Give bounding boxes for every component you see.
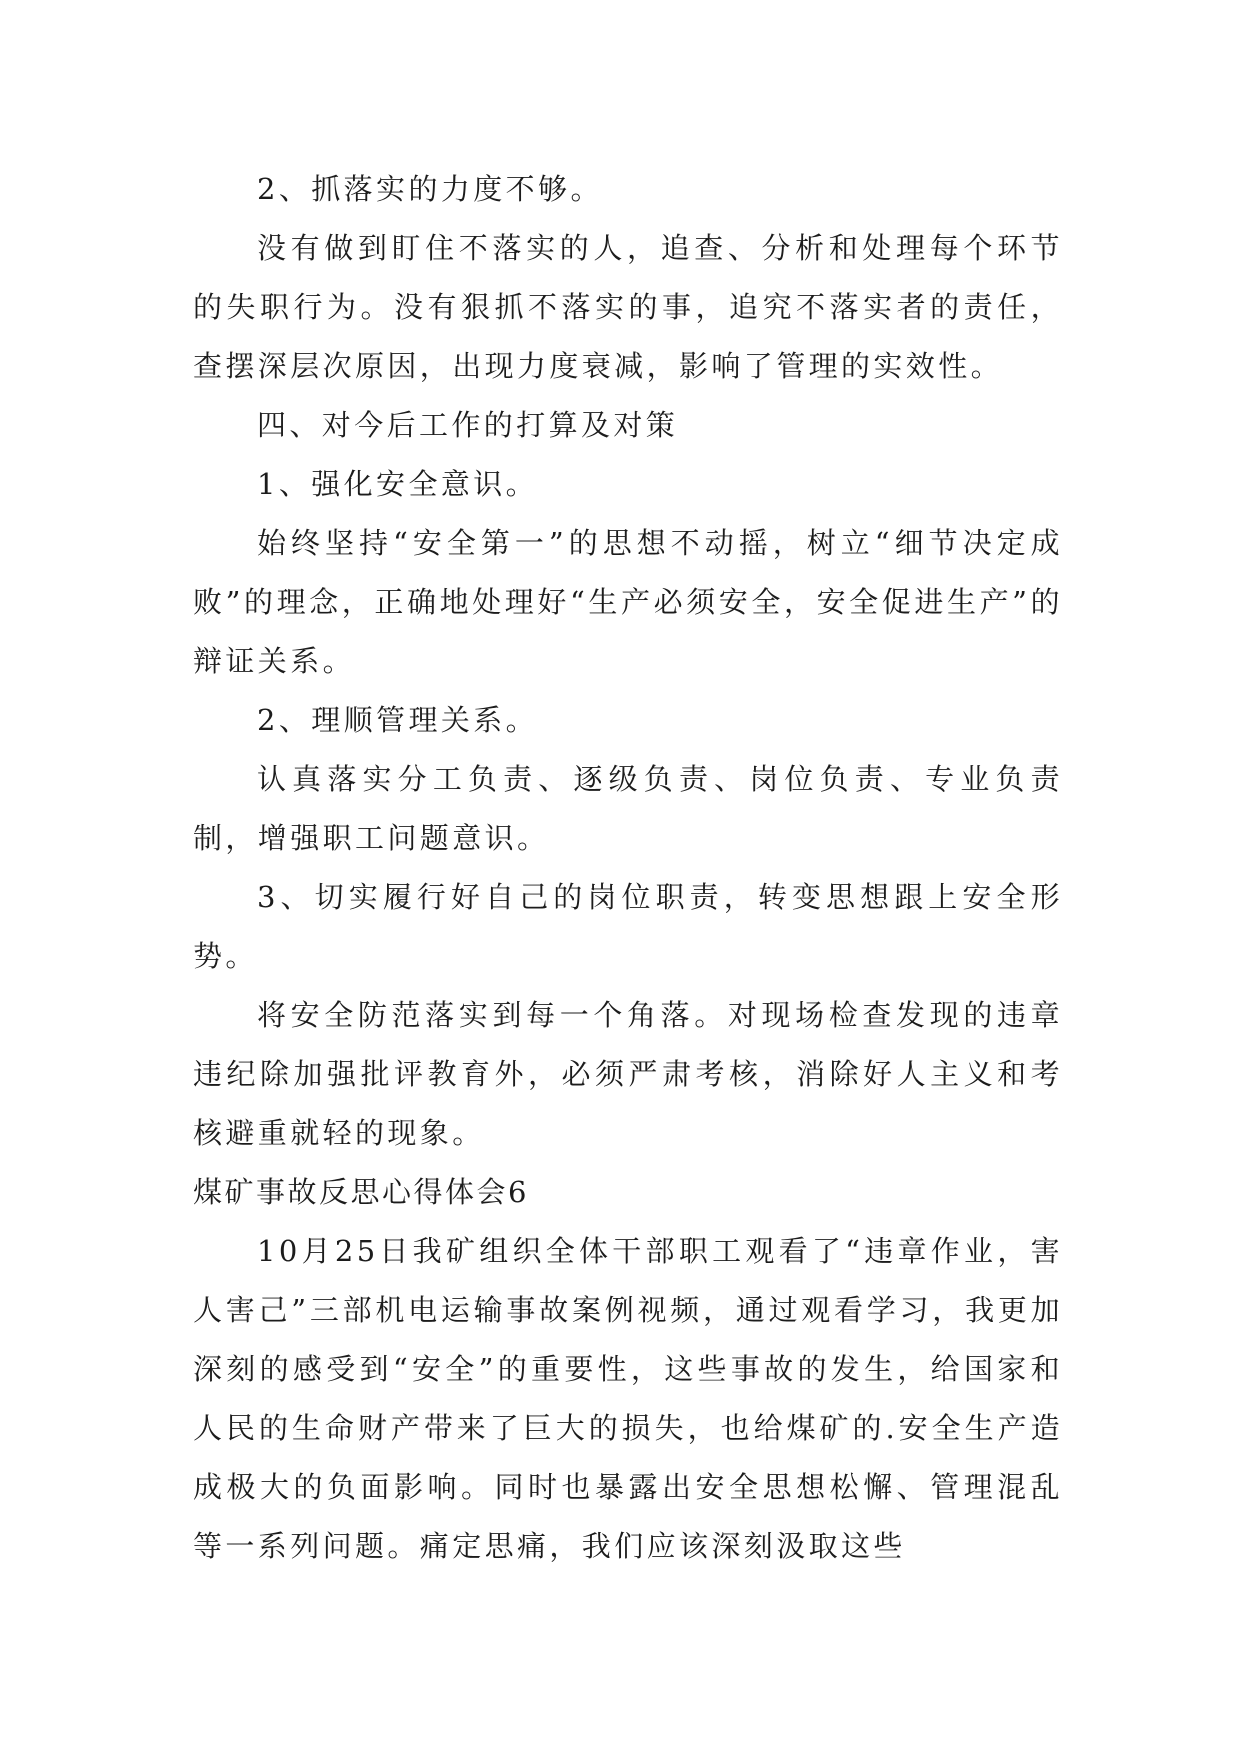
paragraph-7: 认真落实分工负责、逐级负责、岗位负责、专业负责制，增强职工问题意识。 — [193, 762, 1063, 855]
paragraph-6: 2、理顺管理关系。 — [257, 703, 539, 737]
paragraph-8: 3、切实履行好自己的岗位职责，转变思想跟上安全形势。 — [193, 880, 1063, 973]
paragraph-2: 没有做到盯住不落实的人，追查、分析和处理每个环节的失职行为。没有狠抓不落实的事，追究不落实者的责任，查摆深层次原因，出现力度衰减，影响了管理的实效性。 — [193, 231, 1063, 383]
paragraph-3: 四、对今后工作的打算及对策 — [257, 408, 679, 442]
section-title: 煤矿事故反思心得体会6 — [193, 1175, 529, 1209]
paragraph-4: 1、强化安全意识。 — [257, 467, 539, 501]
document-body — [193, 160, 1063, 1576]
paragraph-1: 2、抓落实的力度不够。 — [257, 172, 603, 206]
paragraph-9: 将安全防范落实到每一个角落。对现场检查发现的违章违纪除加强批评教育外，必须严肃考核，消除好人主义和考核避重就轻的现象。 — [193, 998, 1063, 1150]
paragraph-5: 始终坚持“安全第一”的思想不动摇，树立“细节决定成败”的理念，正确地处理好“生产必须安全，安全促进生产”的辩证关系。 — [193, 526, 1063, 678]
paragraph-10: 10月25日我矿组织全体干部职工观看了“违章作业，害人害己”三部机电运输事故案例视频，通过观看学习，我更加深刻的感受到“安全”的重要性，这些事故的发生，给国家和人民的生命财产带来了巨大的损失，也给煤矿的.安全生产造成极大的负面影响。同时也暴露出安全思想松懈、管理混乱等一系列问题。痛定思痛，我们应该深刻汲取这些 — [193, 1234, 1063, 1563]
